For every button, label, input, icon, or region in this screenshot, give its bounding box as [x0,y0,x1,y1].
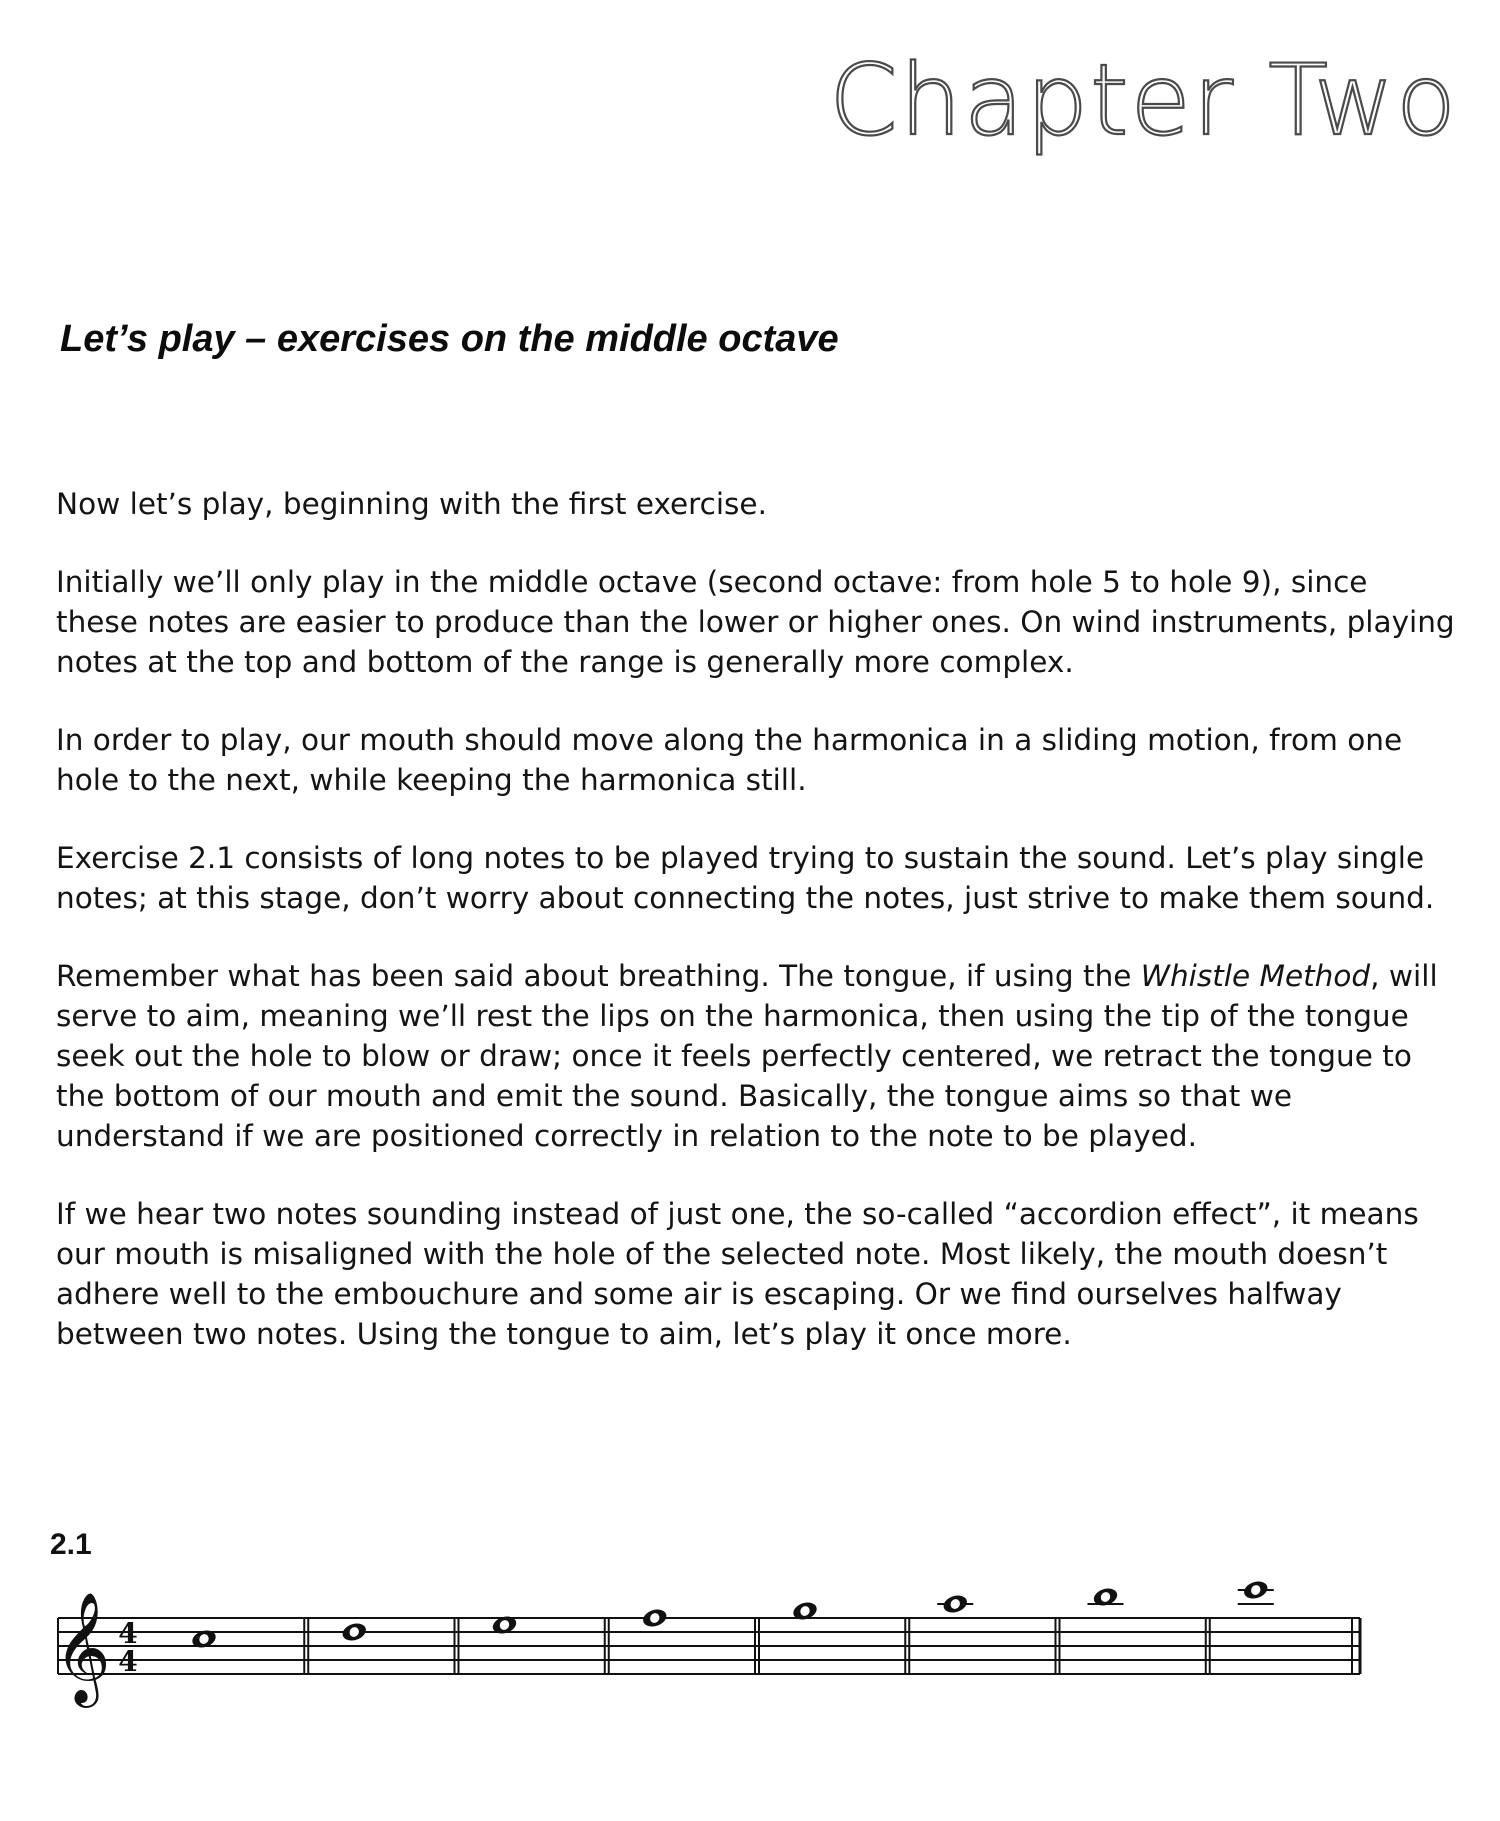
chapter-title: Chapter Two [829,44,1458,158]
paragraph-exercise-description: Exercise 2.1 consists of long notes to be played trying to sustain the sound. Let’s play single notes; at this stage, don’t worry about connecting the notes, just strive to make them sound. [56,841,1435,915]
treble-clef-icon: 𝄞 [54,1591,111,1703]
whistle-method-term: Whistle Method [1140,959,1371,993]
whole-note-F5 [641,1607,669,1630]
breathing-text-end: , will serve to aim, meaning we’ll rest the lips on the harmonica, then using the tip of the tongue seek out the hole to blow or draw; once it feels perfectly centered, we retract the tongue to the bottom of our mouth and emit the sound. Basically, the tongue aims so that we understand if we are positioned correctly in relation to the note to be played. [56,959,1438,1153]
whole-note-A5 [941,1593,969,1616]
time-signature-top: 4 [118,1617,138,1650]
breathing-text-start: Remember what has been said about breathing. The tongue, if using the [56,959,1141,993]
staff-lines [58,1618,1360,1674]
section-heading: Let’s play – exercises on the middle octave [60,318,839,360]
music-staff [40,1558,1380,1758]
exercise-label: 2.1 [50,1528,92,1561]
whole-note-D5 [340,1621,368,1644]
paragraph-intro: Now let’s play, beginning with the first exercise. [56,487,767,521]
paragraph-breathing [56,956,1456,1156]
paragraph-sliding-motion: In order to play, our mouth should move along the harmonica in a sliding motion, from one hole to the next, while keeping the harmonica still. [56,723,1403,797]
paragraph-middle-octave: Initially we’ll only play in the middle octave (second octave: from hole 5 to hole 9), since these notes are easier to produce than the lower or higher ones. On wind instruments, playing notes at the top and bottom of the range is generally more complex. [56,565,1455,679]
body-text [56,484,1456,1354]
paragraph-accordion-effect: If we hear two notes sounding instead of just one, the so-called “accordion effect”, it means our mouth is misaligned with the hole of the selected note. Most likely, the mouth doesn’t adhere well to the embouchure and some air is escaping. Or we find ourselves halfway between two notes. Using the tongue to aim, let’s play it once more. [56,1197,1419,1351]
time-signature-bottom: 4 [118,1645,138,1678]
whole-note-C6 [1242,1579,1270,1602]
notes [190,1579,1274,1651]
